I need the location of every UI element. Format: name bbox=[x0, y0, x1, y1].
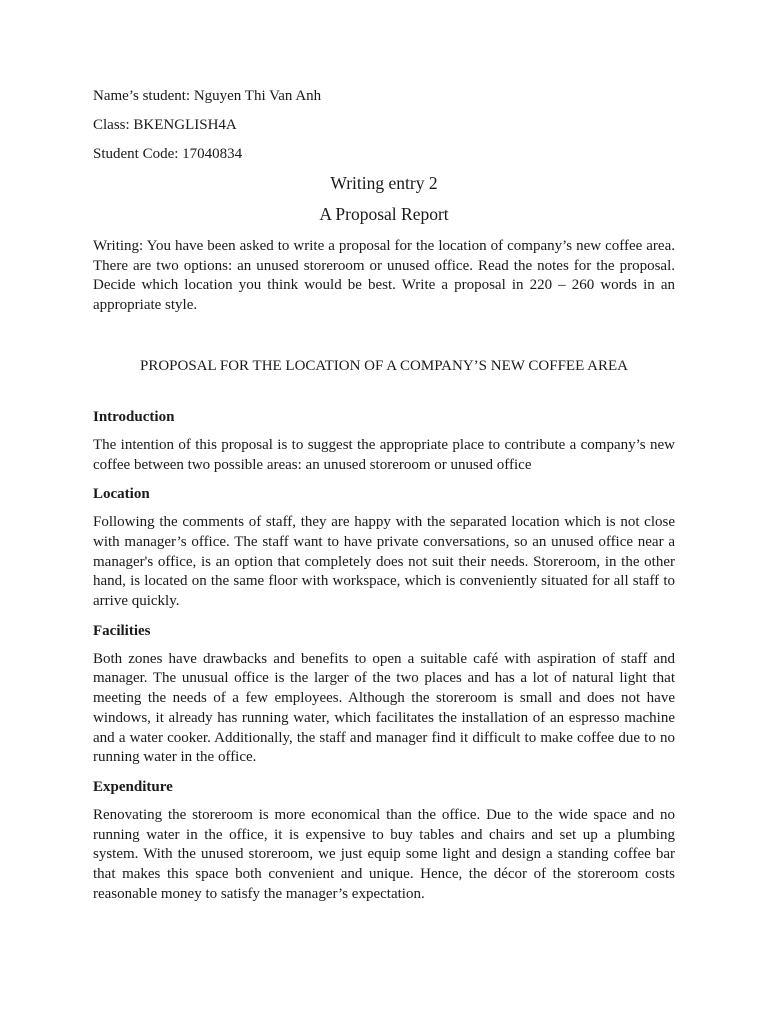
section-text-location: Following the comments of staff, they are happy with the separated location which is not close with manager’s office. The staff want to have private conversations, so an unused office near a manager's office, is an option that completely does not suit their needs. Storeroom, in the other hand, is located on the same floor with workspace, which is conveniently situated for all staff to arrive quickly. bbox=[93, 514, 675, 610]
student-name: Name’s student: Nguyen Thi Van Anh bbox=[93, 88, 322, 104]
section-heading-expenditure: Expenditure bbox=[93, 778, 173, 795]
section-facilities bbox=[93, 650, 675, 768]
student-code: Student Code: 17040834 bbox=[93, 146, 243, 162]
report-title: A Proposal Report bbox=[319, 204, 449, 224]
section-heading-facilities: Facilities bbox=[93, 622, 151, 639]
proposal-heading: PROPOSAL FOR THE LOCATION OF A COMPANY’S NEW COFFEE AREA bbox=[139, 357, 628, 374]
section-text-facilities: Both zones have drawbacks and benefits to open a suitable café with aspiration of staff and manager. The unusual office is the larger of the two places and has a lot of natural light that meeting the needs of a few employees. Although the storeroom is small and does not have windows, it already has running water, which facilitates the installation of an espresso machine and a water cooker. Additionally, the staff and manager find it difficult to make coffee due to no running water in the office. bbox=[93, 650, 675, 766]
section-introduction bbox=[93, 436, 675, 475]
section-expenditure bbox=[93, 806, 675, 905]
section-heading-location: Location bbox=[93, 486, 150, 503]
student-class: Class: BKENGLISH4A bbox=[93, 117, 237, 133]
entry-title: Writing entry 2 bbox=[330, 173, 438, 193]
section-text-introduction: The intention of this proposal is to suggest the appropriate place to contribute a company’s new coffee between two possible areas: an unused storeroom or unused office bbox=[93, 436, 675, 473]
task-description: Writing: You have been asked to write a proposal for the location of company’s new coffee area. There are two options: an unused storeroom or unused office. Read the notes for the proposal. Decide which location you think would be best. Write a proposal in 220 – 260 words in an appropriate style. bbox=[93, 238, 675, 314]
section-location bbox=[93, 513, 675, 612]
section-heading-introduction: Introduction bbox=[93, 408, 175, 425]
section-text-expenditure: Renovating the storeroom is more economical than the office. Due to the wide space and no running water in the office, it is expensive to buy tables and chairs and set up a plumbing system. With the unused storeroom, we just equip some light and design a standing coffee bar that makes this space both convenient and unique. Hence, the décor of the storeroom costs reasonable money to satisfy the manager’s expectation. bbox=[93, 806, 675, 902]
